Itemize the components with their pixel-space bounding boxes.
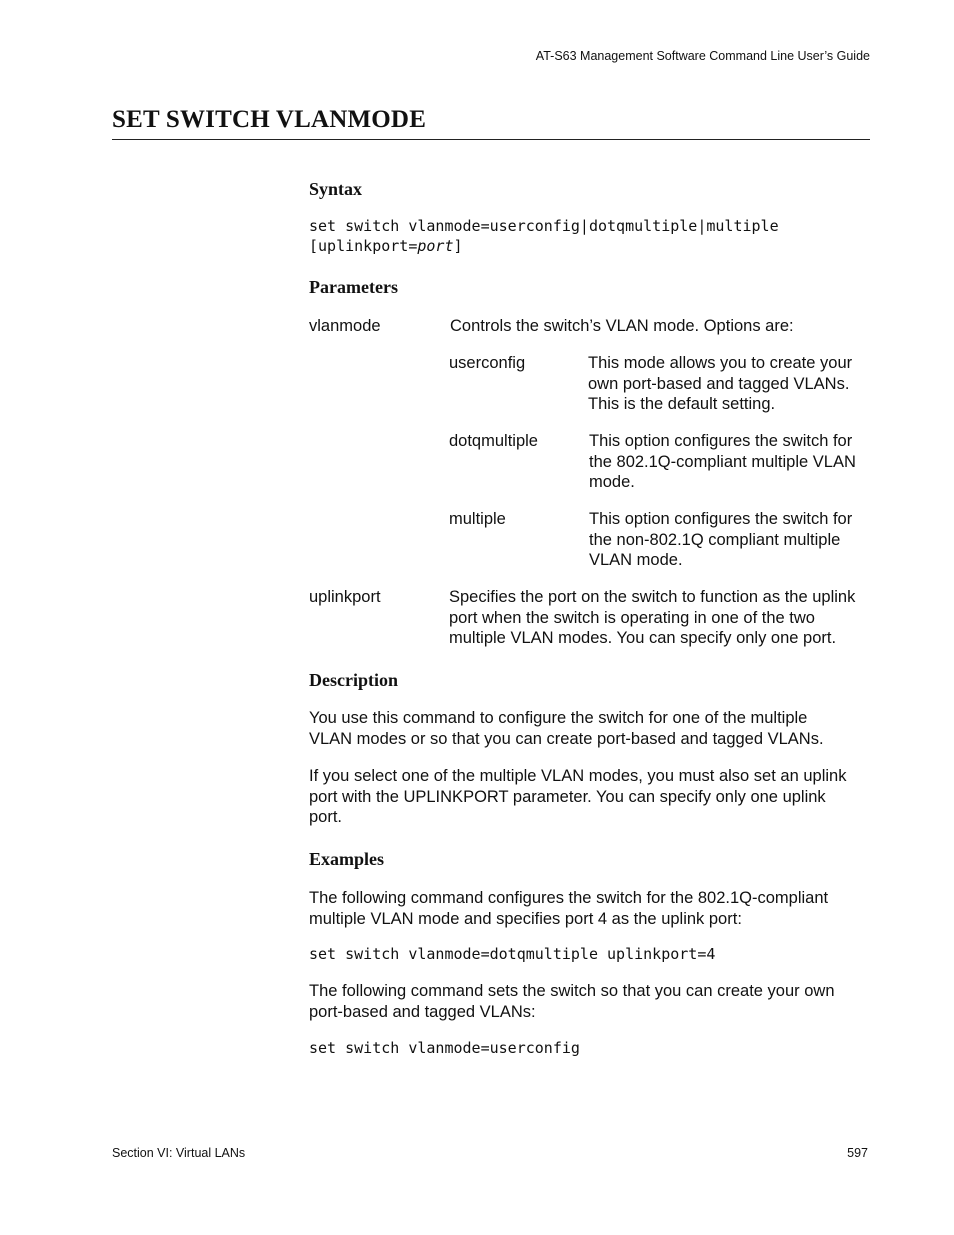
examples-paragraph-2	[309, 981, 835, 1022]
paragraph-line: VLAN modes or so that you can create port-based and tagged VLANs.	[309, 729, 824, 748]
param-desc-vlanmode: Controls the switch’s VLAN mode. Options are:	[450, 317, 794, 335]
syntax-line-2-var: port	[417, 237, 454, 255]
option-name-dotqmultiple: dotqmultiple	[449, 432, 538, 450]
option-desc-line: the 802.1Q-compliant multiple VLAN	[589, 452, 856, 471]
paragraph-line: If you select one of the multiple VLAN modes, you must also set an uplink	[309, 767, 847, 785]
paragraph-line: port-based and tagged VLANs:	[309, 1002, 536, 1021]
description-paragraph-1	[309, 708, 824, 749]
syntax-line-2-suffix: ]	[453, 237, 463, 255]
paragraph-line: You use this command to configure the switch for one of the multiple	[309, 709, 808, 727]
option-name-multiple: multiple	[449, 510, 506, 528]
option-name-userconfig: userconfig	[449, 354, 526, 372]
syntax-heading: Syntax	[309, 179, 363, 199]
param-name-uplinkport: uplinkport	[309, 588, 381, 606]
param-desc-line: multiple VLAN modes. You can specify only one port.	[449, 629, 837, 647]
paragraph-line: port with the UPLINKPORT parameter. You can specify only one uplink	[309, 787, 826, 806]
option-desc-line: VLAN mode.	[589, 551, 683, 569]
examples-paragraph-1	[309, 888, 828, 929]
footer-page-number: 597	[847, 1146, 868, 1160]
title-rule	[112, 139, 870, 140]
footer-section: Section VI: Virtual LANs	[112, 1146, 246, 1160]
option-desc-userconfig	[588, 353, 852, 415]
paragraph-line: The following command sets the switch so that you can create your own	[309, 982, 835, 1000]
examples-heading: Examples	[309, 849, 385, 869]
page-title: SET SWITCH VLANMODE	[112, 106, 427, 133]
example-code-2: set switch vlanmode=userconfig	[309, 1039, 580, 1057]
option-desc-line: This is the default setting.	[588, 395, 776, 413]
option-desc-line: mode.	[589, 473, 635, 491]
syntax-line-2-prefix: [uplinkport=	[309, 237, 418, 255]
syntax-code	[309, 216, 779, 256]
param-desc-line: Specifies the port on the switch to function as the uplink	[449, 588, 856, 606]
option-desc-dotqmultiple	[589, 431, 856, 493]
option-desc-line: This mode allows you to create your	[588, 354, 853, 372]
option-desc-line: This option configures the switch for	[589, 432, 853, 450]
option-desc-line: own port-based and tagged VLANs.	[588, 374, 850, 393]
running-header: AT-S63 Management Software Command Line User’s Guide	[535, 49, 870, 63]
parameters-heading: Parameters	[309, 277, 398, 297]
option-desc-line: the non-802.1Q compliant multiple	[589, 530, 841, 549]
example-code-1: set switch vlanmode=dotqmultiple uplinkport=4	[309, 945, 716, 963]
paragraph-line: multiple VLAN mode and specifies port 4 as the uplink port:	[309, 909, 742, 928]
syntax-line-1: set switch vlanmode=userconfig|dotqmultiple|multiple	[309, 217, 779, 235]
option-desc-line: This option configures the switch for	[589, 510, 853, 528]
option-desc-multiple	[589, 509, 852, 571]
paragraph-line: The following command configures the switch for the 802.1Q-compliant	[309, 889, 829, 907]
description-paragraph-2	[309, 766, 846, 828]
description-heading: Description	[309, 670, 398, 690]
syntax-line-2	[309, 236, 779, 256]
param-desc-uplinkport	[449, 587, 855, 649]
param-desc-line: port when the switch is operating in one of the two	[449, 608, 815, 627]
paragraph-line: port.	[309, 808, 343, 826]
param-name-vlanmode: vlanmode	[309, 317, 381, 335]
